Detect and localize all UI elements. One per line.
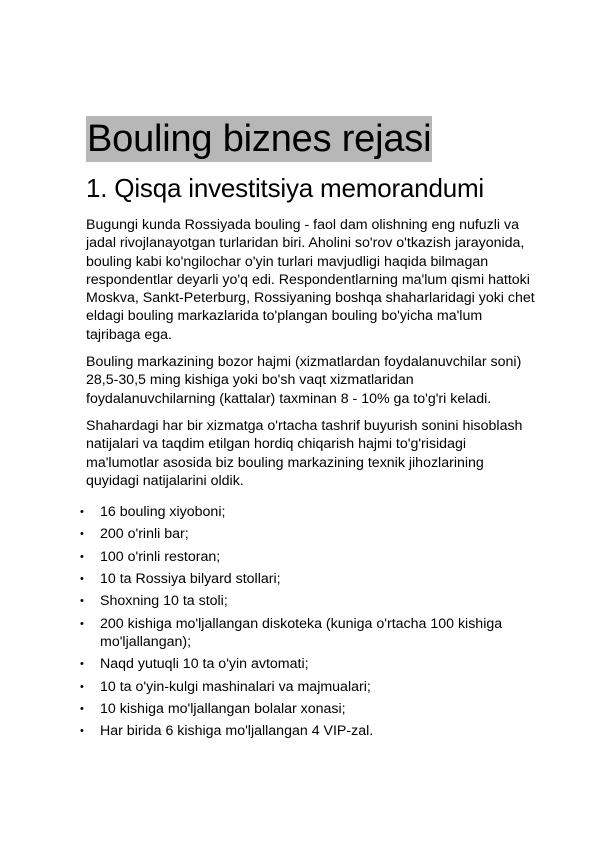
list-item-text: 10 ta o'yin-kulgi mashinalari va majmualari;	[100, 678, 371, 695]
list-item	[80, 525, 536, 543]
list-item	[80, 503, 536, 521]
bullet-icon: •	[80, 528, 84, 541]
paragraph-intro: Bugungi kunda Rossiyada bouling - faol dam olishning eng nufuzli va jadal rivojlanayotgan turlaridan biri. Aholini so'rov o'tkazish jarayonida, bouling kabi ko'ngilochar o'yin turlari mavjudligi haqida bilmagan respondentlar deyarli yo'q edi. Respondentlarning ma'lum qismi hattoki Moskva, Sankt-Peterburg, Rossiyaning boshqa shaharlaridagi yoki chet eldagi bouling markazlarida to'plangan bouling bo'yicha ma'lum tajribaga ega.	[86, 217, 535, 343]
list-item	[80, 700, 536, 718]
paragraph-results: Shahardagi har bir xizmatga o'rtacha tashrif buyurish sonini hisoblash natijalari va taqdim etilgan hordiq chiqarish hajmi to'g'risidagi ma'lumotlar asosida biz bouling markazining texnik jihozlarining quyidagi natijalarini oldik.	[86, 417, 523, 489]
equipment-list	[80, 503, 536, 740]
list-item	[80, 615, 536, 652]
bullet-icon: •	[80, 595, 84, 608]
list-item-text: 200 kishiga mo'ljallangan diskoteka (kuniga o'rtacha 100 kishiga mo'ljallangan);	[100, 615, 503, 650]
bullet-icon: •	[80, 725, 84, 738]
list-item	[80, 722, 536, 740]
bullet-icon: •	[80, 702, 84, 715]
list-item-text: Shoxning 10 ta stoli;	[100, 593, 228, 610]
list-item	[80, 548, 536, 566]
list-item-text: 200 o'rinli bar;	[100, 526, 189, 543]
bullet-icon: •	[80, 680, 84, 693]
document-title: Bouling biznes rejasi	[87, 118, 432, 160]
section-heading: 1. Qisqa investitsiya memorandumi	[86, 173, 484, 203]
paragraph-market-size: Bouling markazining bozor hajmi (xizmatlardan foydalanuvchilar soni) 28,5-30,5 ming kishiga yoki bo'sh vaqt xizmatlaridan foydalanuvchilarning (kattalar) taxminan 8 - 10% ga to'g'ri keladi.	[86, 354, 522, 407]
list-item	[80, 570, 536, 588]
list-item-text: Har birida 6 kishiga mo'ljallangan 4 VIP-zal.	[100, 723, 374, 740]
bullet-icon: •	[80, 658, 84, 671]
list-item-text: 16 bouling xiyoboni;	[100, 504, 226, 521]
list-item-text: 100 o'rinli restoran;	[100, 548, 221, 565]
list-item-text: 10 kishiga mo'ljallangan bolalar xonasi;	[100, 700, 346, 717]
document-page	[80, 116, 536, 744]
bullet-icon: •	[80, 506, 84, 519]
bullet-icon: •	[80, 573, 84, 586]
list-item-text: Naqd yutuqli 10 ta o'yin avtomati;	[100, 656, 309, 673]
list-item	[80, 678, 536, 696]
bullet-icon: •	[80, 550, 84, 563]
bullet-icon: •	[80, 617, 84, 630]
list-item	[80, 592, 536, 610]
list-item-text: 10 ta Rossiya bilyard stollari;	[100, 571, 281, 588]
list-item	[80, 655, 536, 673]
